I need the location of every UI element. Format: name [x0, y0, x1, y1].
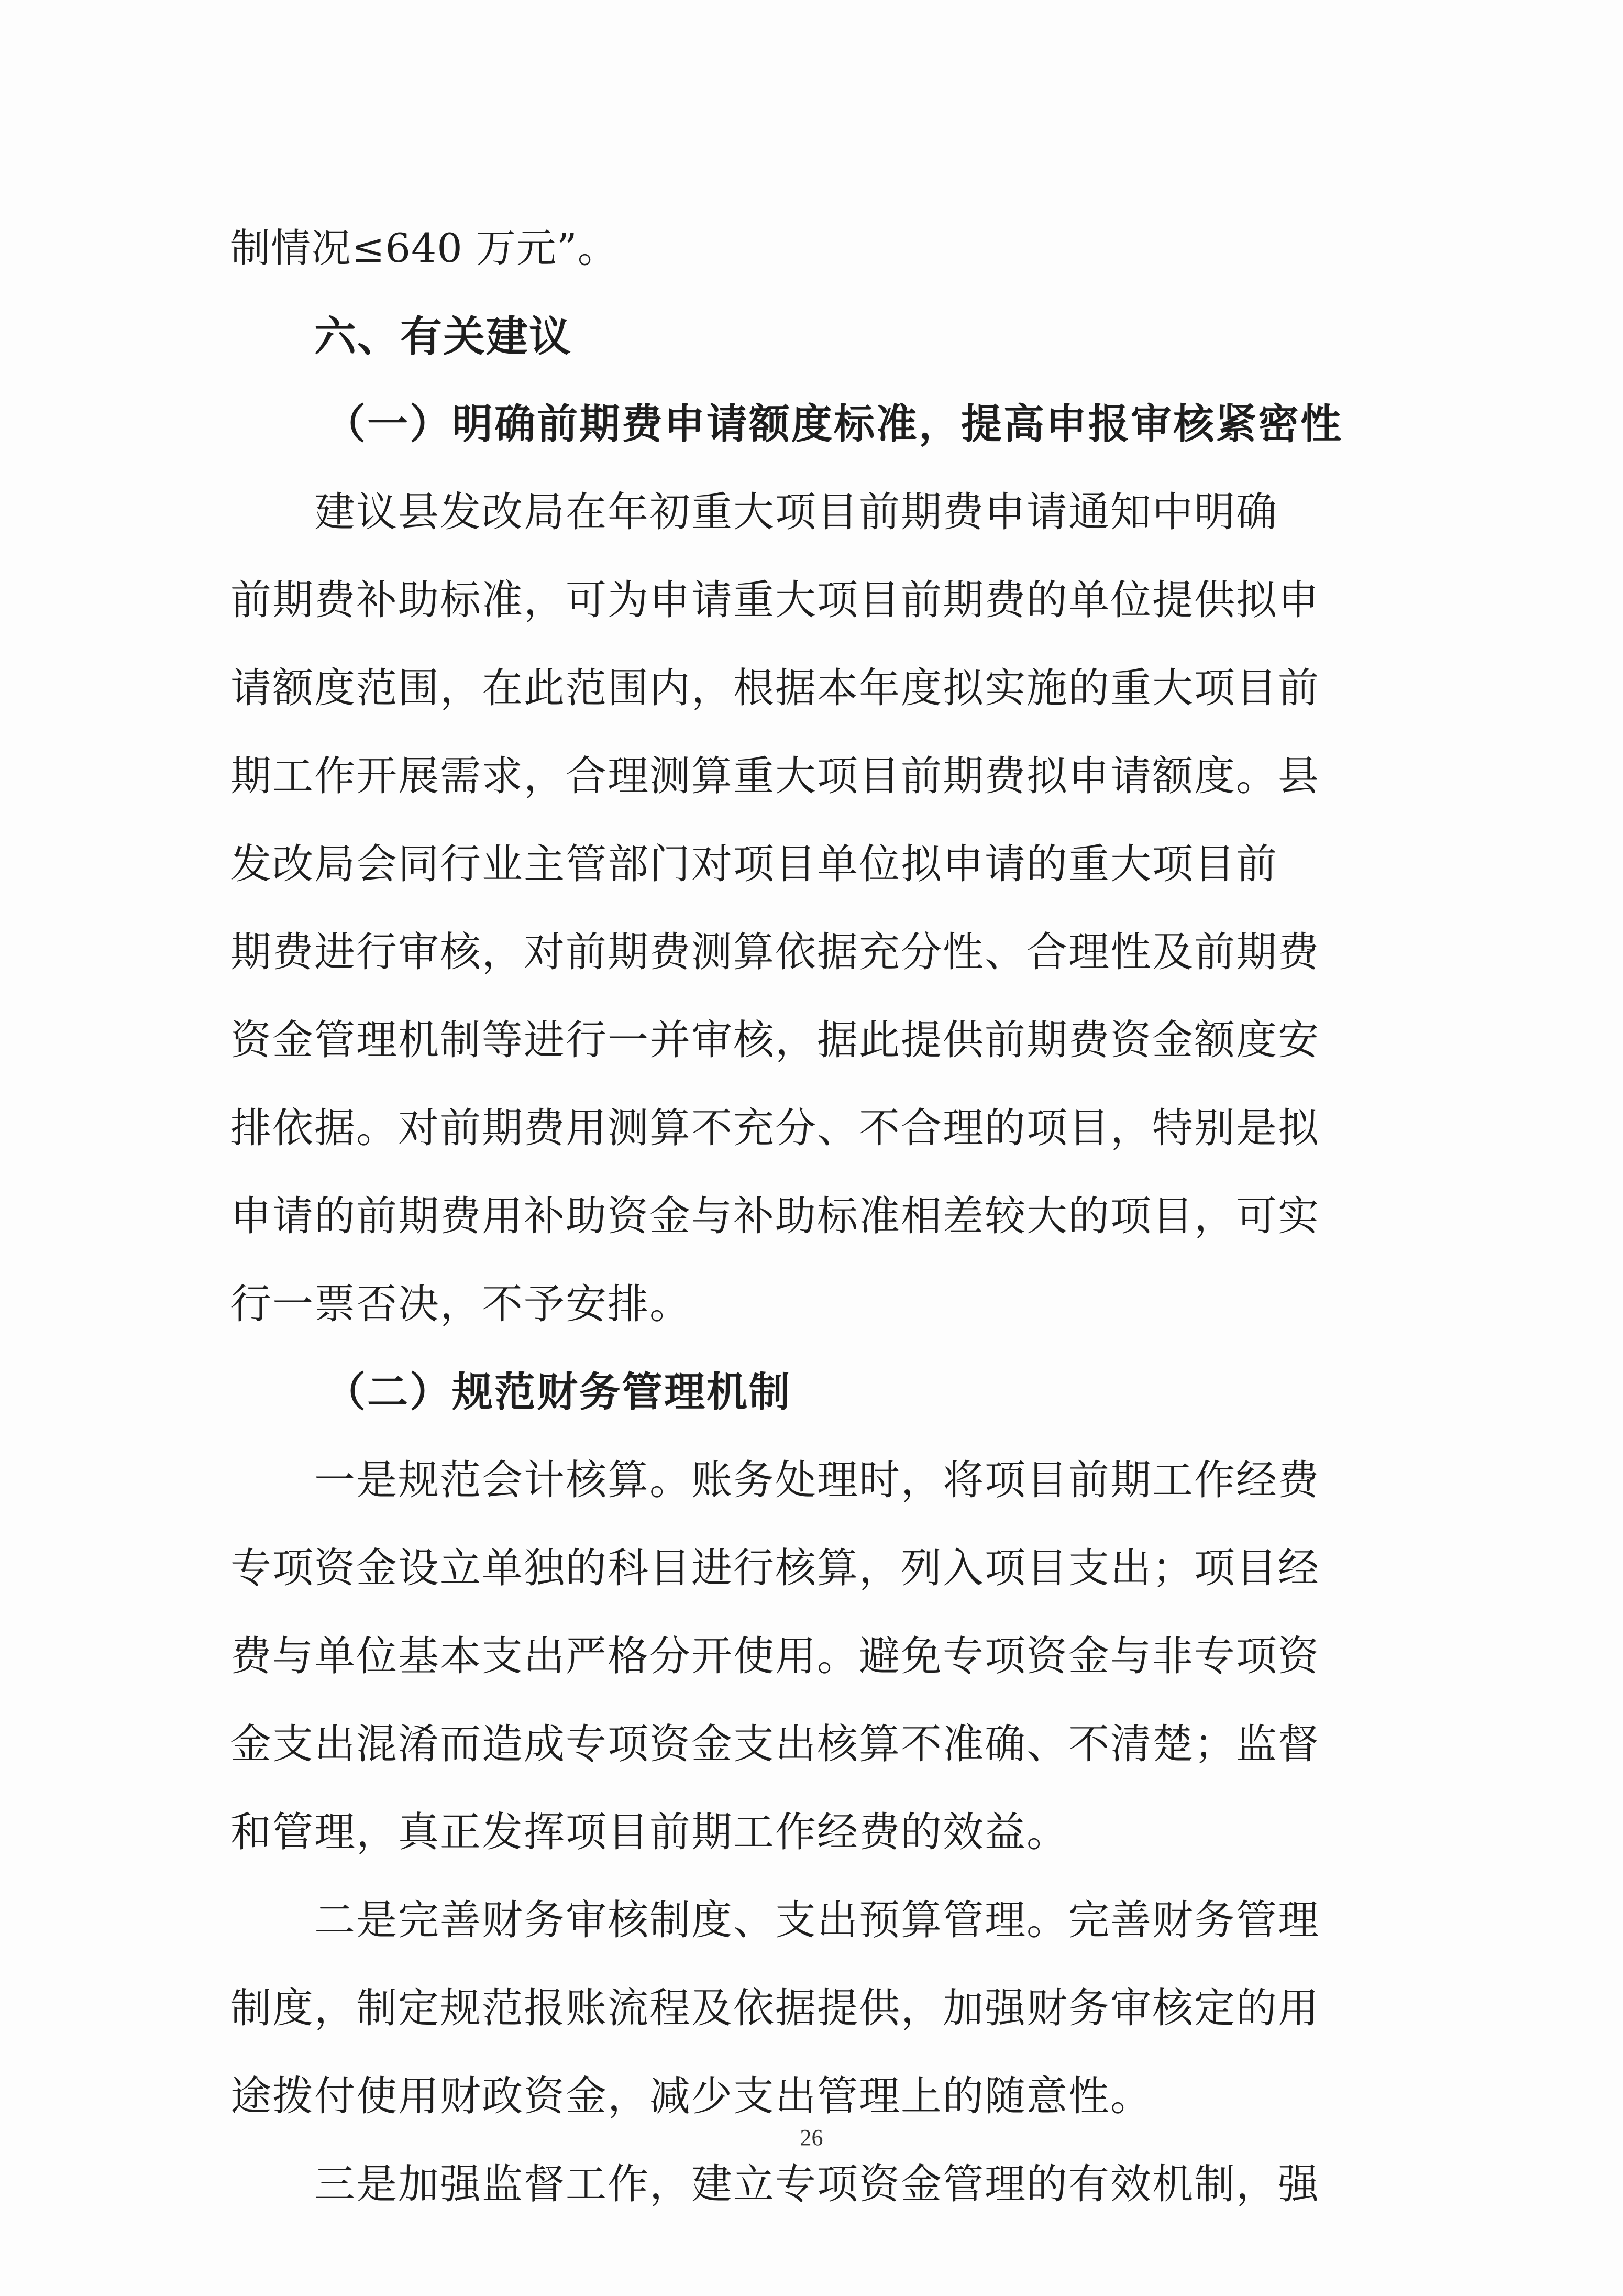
paragraph-line: 金支出混淆而造成专项资金支出核算不准确、不清楚；监督 — [230, 1721, 1320, 1768]
section-heading: 六、有关建议 — [314, 312, 572, 361]
paragraph-line: 排依据。对前期费用测算不充分、不合理的项目，特别是拟 — [230, 1105, 1320, 1152]
subsection-heading: （二）规范财务管理机制 — [325, 1368, 792, 1416]
document-body — [230, 204, 1372, 2228]
continuation-line: 制情况≤640 万元”。 — [230, 225, 618, 271]
paragraph-line: 前期费补助标准，可为申请重大项目前期费的单位提供拟申 — [230, 577, 1320, 624]
paragraph-line: 建议县发改局在年初重大项目前期费申请通知中明确 — [314, 489, 1278, 536]
paragraph-line: 期工作开展需求，合理测算重大项目前期费拟申请额度。县 — [230, 753, 1320, 800]
paragraph-line: 行一票否决，不予安排。 — [230, 1281, 692, 1328]
paragraph-line: 专项资金设立单独的科目进行核算，列入项目支出；项目经 — [230, 1545, 1320, 1592]
paragraph-line: 二是完善财务审核制度、支出预算管理。完善财务管理 — [314, 1897, 1320, 1944]
paragraph-line: 期费进行审核，对前期费测算依据充分性、合理性及前期费 — [230, 929, 1320, 976]
page-number: 26 — [800, 2125, 823, 2150]
paragraph-line: 请额度范围，在此范围内，根据本年度拟实施的重大项目前 — [230, 665, 1320, 712]
subsection-heading: （一）明确前期费申请额度标准，提高申报审核紧密性 — [325, 400, 1343, 448]
paragraph-line: 三是加强监督工作，建立专项资金管理的有效机制，强 — [314, 2161, 1320, 2208]
paragraph-line: 申请的前期费用补助资金与补助标准相差较大的项目，可实 — [230, 1193, 1320, 1240]
paragraph-line: 途拨付使用财政资金，减少支出管理上的随意性。 — [230, 2073, 1153, 2120]
paragraph-line: 制度，制定规范报账流程及依据提供，加强财务审核定的用 — [230, 1985, 1320, 2032]
paragraph-line: 资金管理机制等进行一并审核，据此提供前期费资金额度安 — [230, 1017, 1320, 1064]
paragraph-line: 费与单位基本支出严格分开使用。避免专项资金与非专项资 — [230, 1633, 1320, 1680]
paragraph-line: 一是规范会计核算。账务处理时，将项目前期工作经费 — [314, 1457, 1320, 1504]
paragraph-line: 和管理，真正发挥项目前期工作经费的效益。 — [230, 1809, 1069, 1856]
paragraph-line: 发改局会同行业主管部门对项目单位拟申请的重大项目前 — [230, 841, 1278, 888]
